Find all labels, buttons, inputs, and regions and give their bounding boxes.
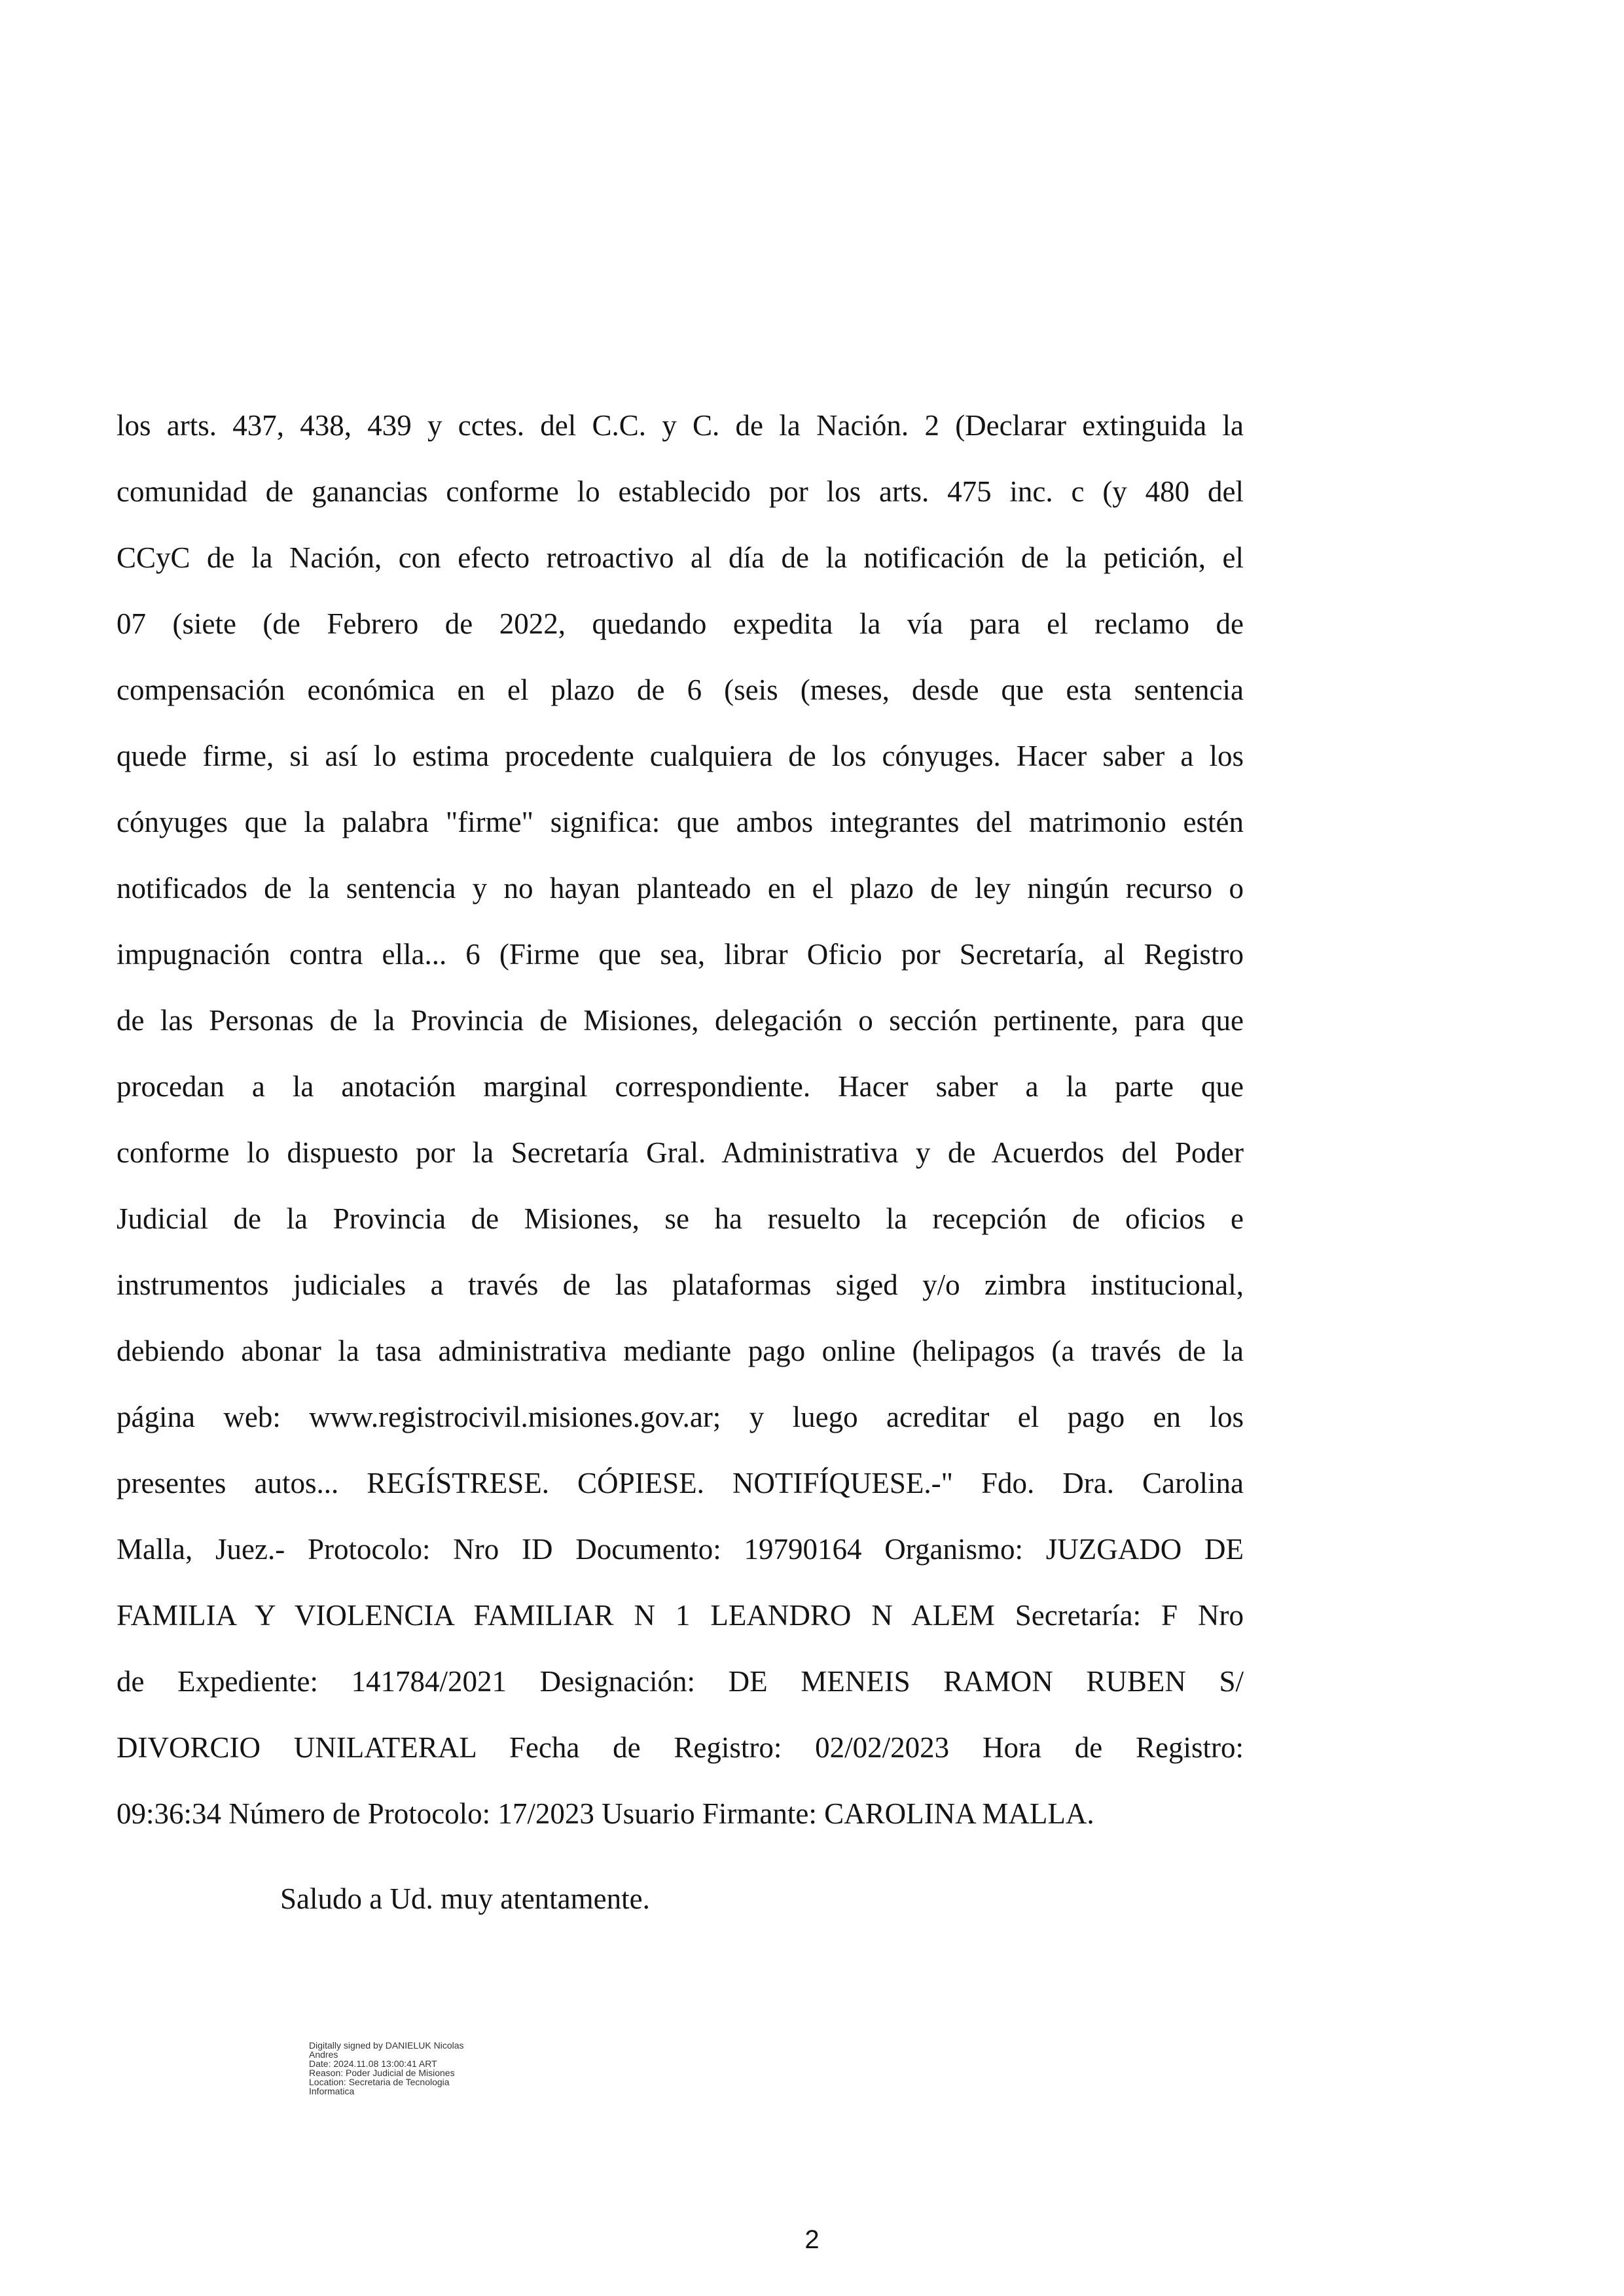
body-line: instrumentos judiciales a través de las plataformas siged y/o zimbra institucional, — [117, 1268, 1244, 1301]
body-line: Malla, Juez.- Protocolo: Nro ID Documento: 19790164 Organismo: JUZGADO DE — [117, 1533, 1244, 1566]
body-line: CCyC de la Nación, con efecto retroactivo al día de la notificación de la petición, el — [117, 541, 1244, 574]
document-body — [117, 393, 1244, 1847]
body-line: de las Personas de la Provincia de Misiones, delegación o sección pertinente, para que — [117, 1004, 1244, 1037]
signature-stamp-line: Location: Secretaria de Tecnologia — [309, 2077, 450, 2087]
page-number: 2 — [804, 2225, 820, 2254]
body-line: 09:36:34 Número de Protocolo: 17/2023 Usuario Firmante: CAROLINA MALLA. — [117, 1797, 1094, 1830]
body-line: página web: www.registrocivil.misiones.gov.ar; y luego acreditar el pago en los — [117, 1401, 1244, 1433]
signature-stamp-line: Digitally signed by DANIELUK Nicolas — [309, 2040, 464, 2051]
closing-salutation: Saludo a Ud. muy atentamente. — [280, 1882, 650, 1915]
body-line: debiendo abonar la tasa administrativa mediante pago online (helipagos (a través de la — [117, 1335, 1244, 1367]
signature-stamp-line: Date: 2024.11.08 13:00:41 ART — [309, 2058, 437, 2069]
digital-signature-stamp — [309, 2041, 525, 2096]
body-line: conforme lo dispuesto por la Secretaría Gral. Administrativa y de Acuerdos del Poder — [117, 1136, 1244, 1169]
body-line: DIVORCIO UNILATERAL Fecha de Registro: 02/02/2023 Hora de Registro: — [117, 1731, 1244, 1764]
body-line: notificados de la sentencia y no hayan planteado en el plazo de ley ningún recurso o — [117, 872, 1244, 905]
signature-stamp-line: Informatica — [309, 2086, 355, 2096]
body-line: de Expediente: 141784/2021 Designación: DE MENEIS RAMON RUBEN S/ — [117, 1665, 1244, 1698]
body-line: presentes autos... REGÍSTRESE. CÓPIESE. NOTIFÍQUESE.-" Fdo. Dra. Carolina — [117, 1467, 1244, 1499]
body-line: los arts. 437, 438, 439 y cctes. del C.C. y C. de la Nación. 2 (Declarar extinguida la — [117, 409, 1244, 442]
body-line: compensación económica en el plazo de 6 (seis (meses, desde que esta sentencia — [117, 673, 1244, 706]
body-line: comunidad de ganancias conforme lo establecido por los arts. 475 inc. c (y 480 del — [117, 475, 1244, 508]
body-line: procedan a la anotación marginal correspondiente. Hacer saber a la parte que — [117, 1070, 1244, 1103]
body-line: Judicial de la Provincia de Misiones, se ha resuelto la recepción de oficios e — [117, 1202, 1244, 1235]
signature-stamp-line: Andres — [309, 2049, 338, 2060]
body-line: impugnación contra ella... 6 (Firme que sea, librar Oficio por Secretaría, al Registro — [117, 938, 1244, 971]
body-line: 07 (siete (de Febrero de 2022, quedando expedita la vía para el reclamo de — [117, 607, 1244, 640]
body-line: cónyuges que la palabra "firme" significa: que ambos integrantes del matrimonio estén — [117, 806, 1244, 838]
body-line: FAMILIA Y VIOLENCIA FAMILIAR N 1 LEANDRO N ALEM Secretaría: F Nro — [117, 1599, 1244, 1632]
signature-stamp-line: Reason: Poder Judicial de Misiones — [309, 2068, 455, 2078]
body-line: quede firme, si así lo estima procedente cualquiera de los cónyuges. Hacer saber a los — [117, 740, 1244, 772]
